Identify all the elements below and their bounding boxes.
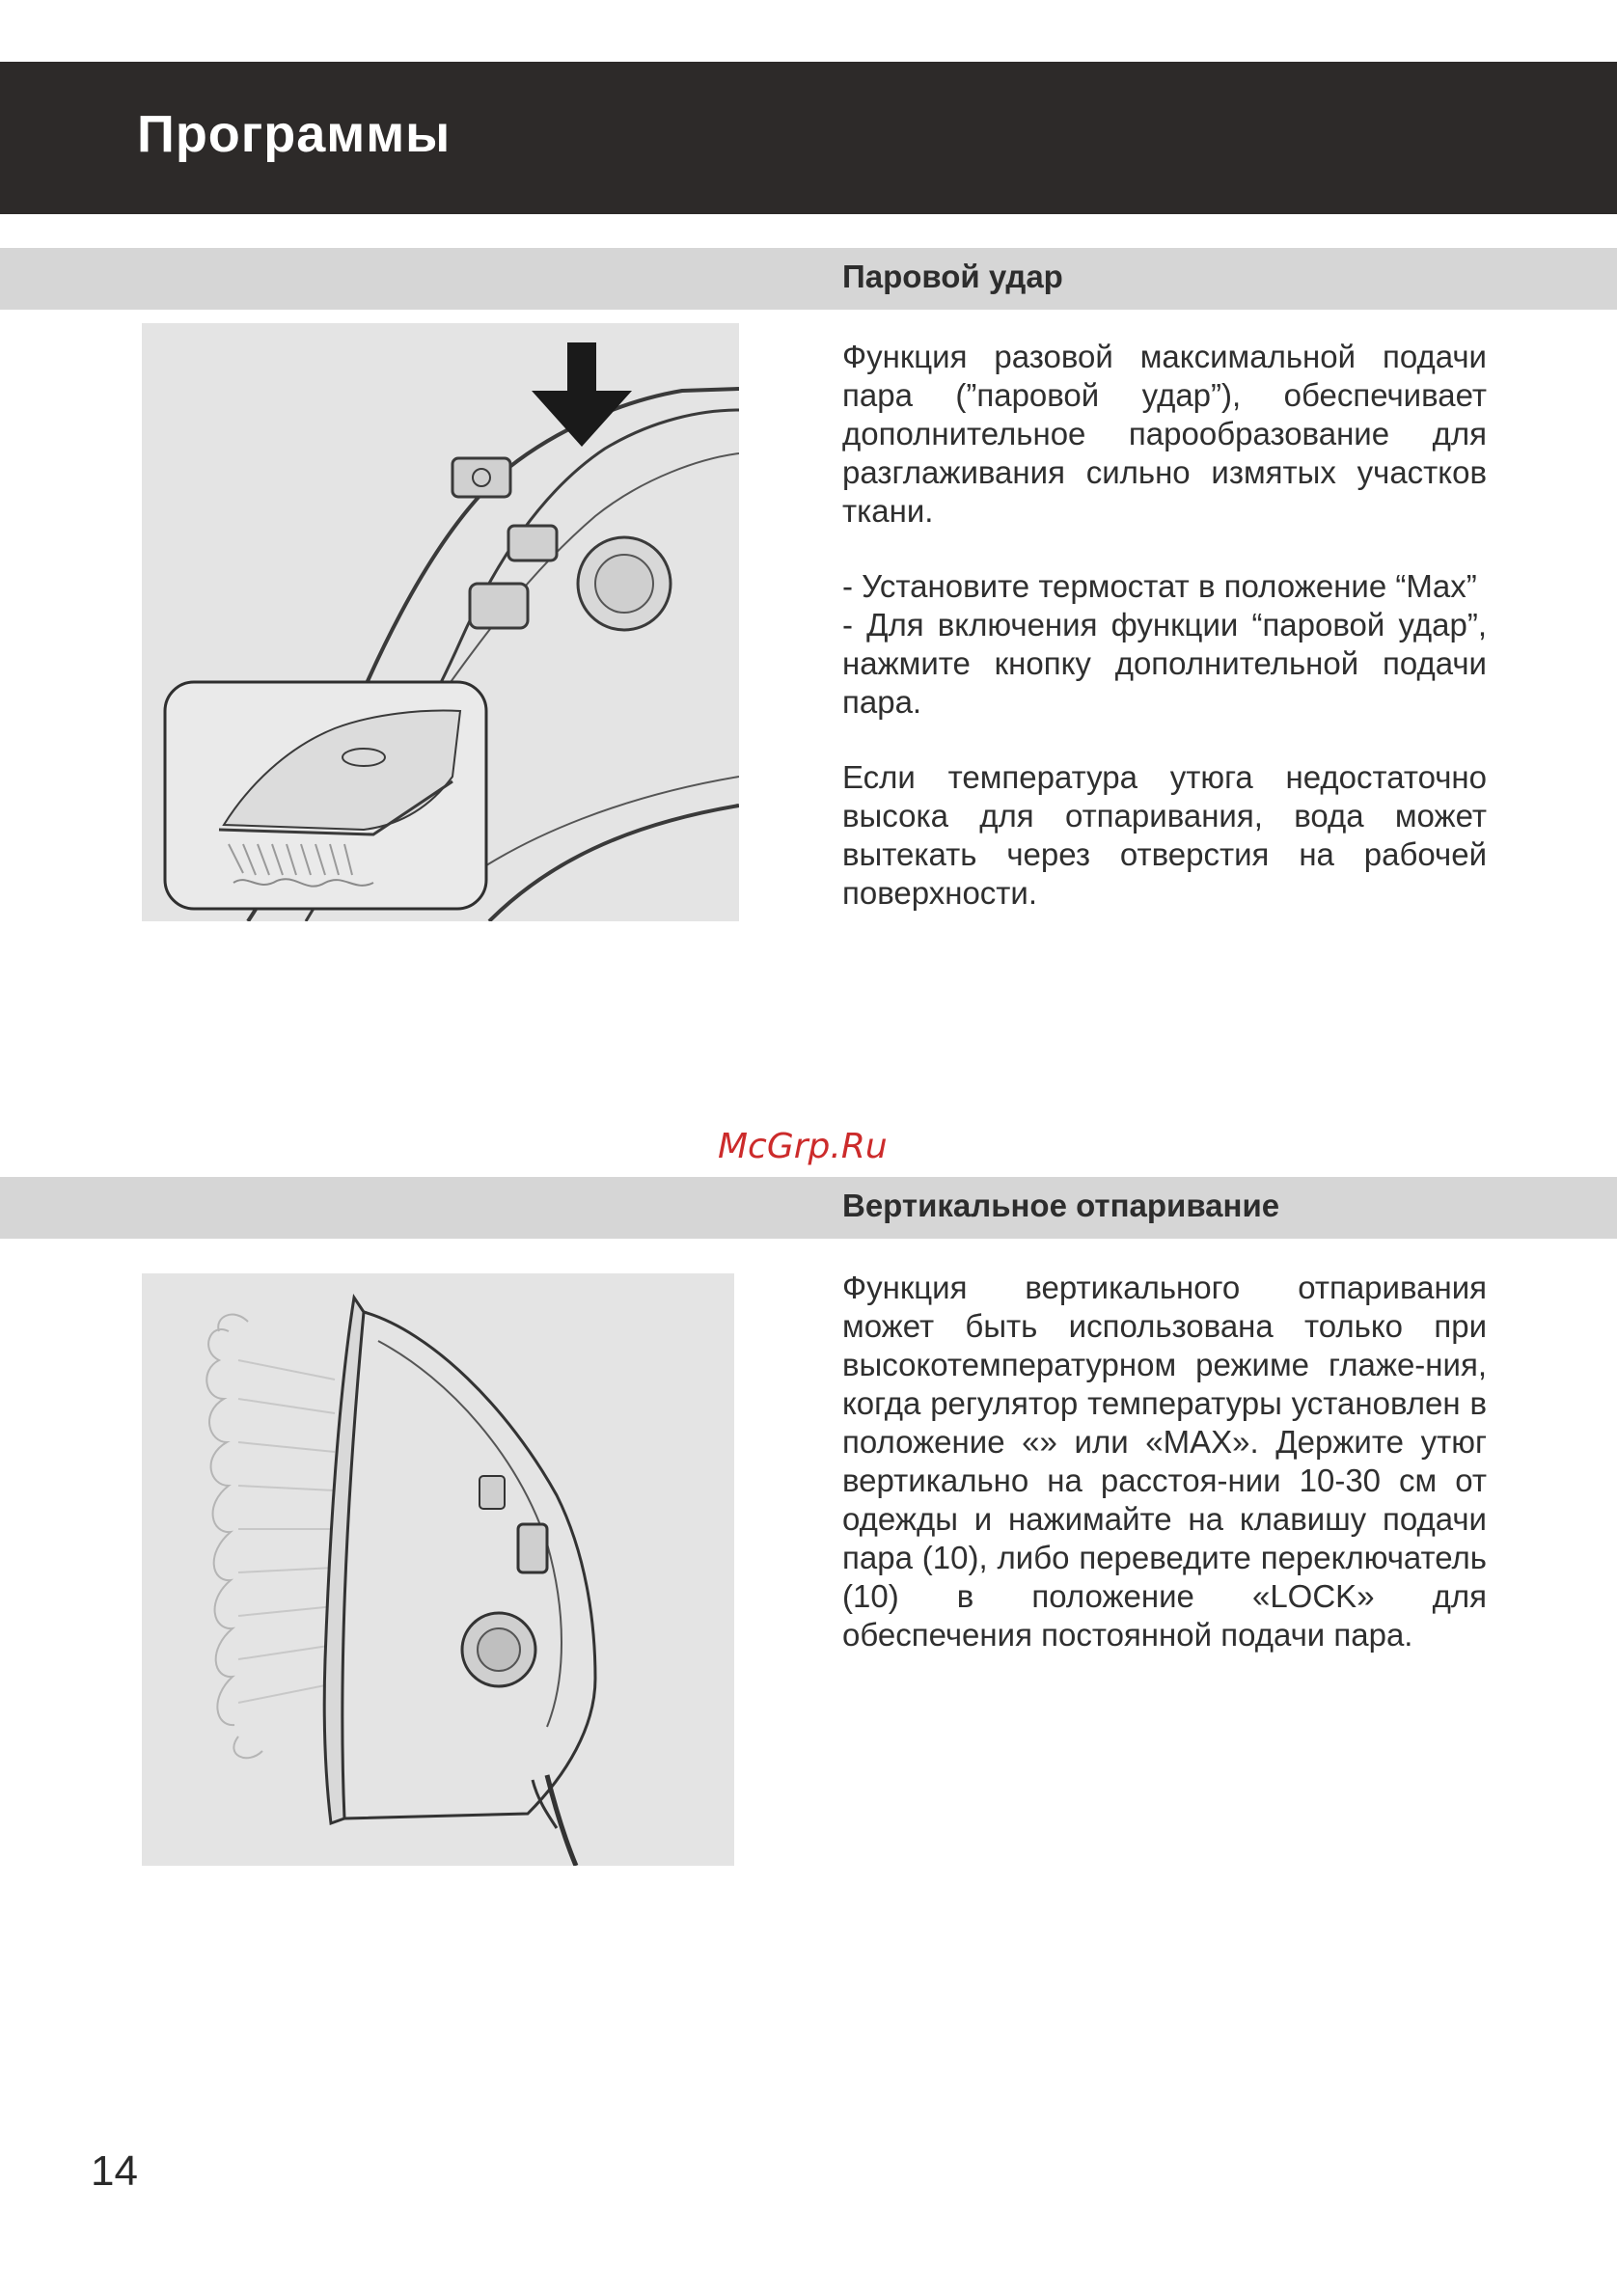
steam-shot-text (842, 338, 1487, 913)
inset-iron-icon (165, 682, 486, 909)
iron-steam-shot-illustration (142, 323, 739, 921)
watermark: McGrp.Ru (718, 1127, 888, 1166)
paragraph: Функция вертикального отпаривания может быть использована только при высокотемпературном режиме глаже-ния, когда регулятор температуры установлен в положение «» или «MAX». Держите утюг вертикально на расстоя-нии 10-30 см от одежды и нажимайте на клавишу подачи пара (10), либо переведите переключатель (10) в положение «LOCK» для обеспечения постоянной подачи пара. (842, 1270, 1487, 1653)
section-title-vertical-steam: Вертикальное отпаривание (842, 1188, 1280, 1223)
section-title-steam-shot: Паровой удар (842, 259, 1063, 294)
vertical-steam-text (842, 1269, 1487, 1654)
page-title: Программы (137, 105, 452, 163)
section-bar-steam-shot (0, 248, 1617, 310)
paragraph: Функция разовой максимальной подачи пара (”паровой удар”), обеспечивает дополнительное парообразование для разглаживания сильно измятых участков ткани. (842, 339, 1487, 529)
vertical-steam-figure (142, 1273, 734, 1866)
paragraph: - Установите термостат в положение “Max” (842, 568, 1477, 604)
iron-vertical-steam-illustration (142, 1273, 734, 1866)
steam-cloud-icon (206, 1315, 262, 1759)
paragraph: - Для включения функции “паровой удар”, нажмите кнопку дополнительной подачи пара. (842, 607, 1487, 720)
paragraph: Если температура утюга недостаточно высока для отпаривания, вода может вытекать через отверстия на рабочей поверхности. (842, 759, 1487, 911)
press-arrow-icon (532, 342, 632, 447)
section-bar-vertical-steam (0, 1177, 1617, 1239)
steam-shot-figure (142, 323, 739, 921)
page-number: 14 (91, 2147, 138, 2195)
